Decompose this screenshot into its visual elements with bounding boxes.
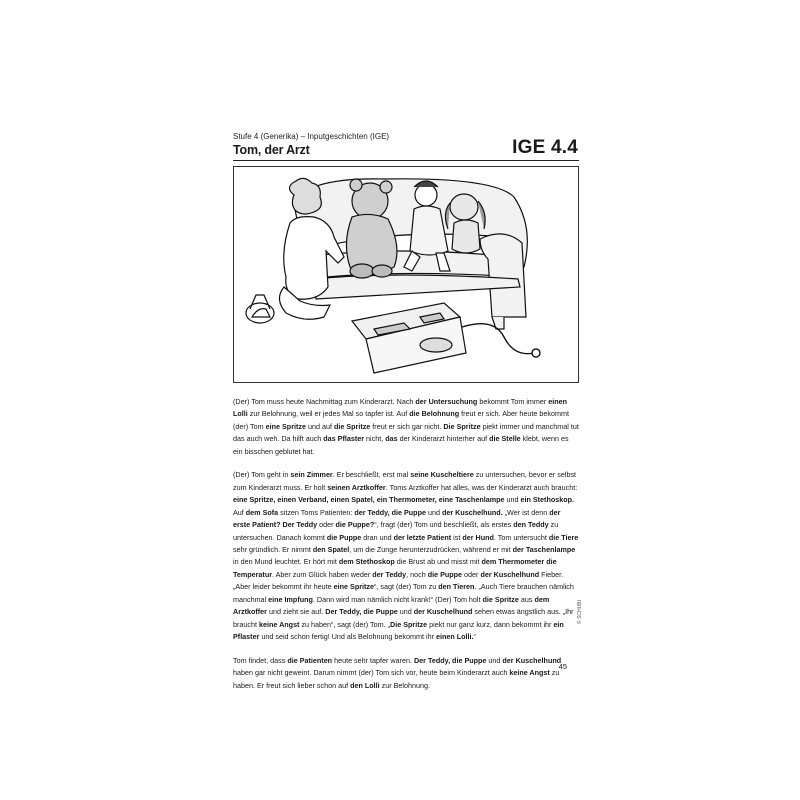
text-run: bekommt Tom immer xyxy=(477,397,549,406)
text-run: piekt nur ganz kurz, dann bekommt ihr xyxy=(427,619,554,629)
bold-phrase: ein Pflaster xyxy=(233,619,564,642)
text-run: Fieber. „Aber leider bekommt ihr heute xyxy=(233,569,564,592)
bold-phrase: Der Teddy, die Puppe xyxy=(413,655,487,665)
text-run: zur Belohnung, weil er jedes Mal so tapfer ist. Auf xyxy=(247,409,410,419)
story-text xyxy=(233,396,579,703)
bold-phrase: eine Spritze xyxy=(265,421,306,431)
bold-phrase: der Teddy xyxy=(372,569,407,579)
text-run: und xyxy=(397,607,414,617)
bold-phrase: die Stelle xyxy=(489,434,521,444)
text-run: nicht, xyxy=(364,434,386,444)
text-run: . Toms Arztkoffer hat alles, was der Kinderarzt auch braucht: xyxy=(385,482,578,492)
text-run: und seid schon fertig! Und als Belohnung bekommt ihr xyxy=(259,632,436,642)
text-run: (Der) Tom muss heute Nachmittag zum Kinderarzt. Nach xyxy=(233,397,416,406)
bold-phrase: der letzte Patient xyxy=(393,532,452,542)
bold-phrase: der Taschenlampe xyxy=(512,544,576,554)
text-run: oder xyxy=(462,569,481,579)
text-run: zu haben. Er freut sich lieber schon auf xyxy=(233,668,560,690)
text-run: und xyxy=(504,495,521,505)
text-run: “, fragt (der) Tom und beschließt, als erstes xyxy=(374,520,514,530)
bold-phrase: Der Teddy, die Puppe xyxy=(325,607,398,617)
bold-phrase: den Spatel xyxy=(312,544,350,554)
story-title: Tom, der Arzt xyxy=(233,143,310,157)
page-number: 45 xyxy=(558,662,567,671)
copyright-notice: © SCHUBI xyxy=(577,600,583,624)
text-run: . Er beschließt, erst mal xyxy=(332,470,411,480)
text-run: ist xyxy=(451,532,463,542)
text-run: und xyxy=(425,507,442,517)
text-run: Auf xyxy=(233,507,246,517)
bold-phrase: dem Sofa xyxy=(245,507,279,517)
text-run: , noch xyxy=(406,569,428,579)
bold-phrase: dem Arztkoffer xyxy=(233,594,550,617)
bold-phrase: eine Impfung xyxy=(268,594,313,604)
bold-phrase: dem Thermometer die Temperatur xyxy=(233,557,557,579)
bold-phrase: die Puppe xyxy=(427,569,463,579)
bold-phrase: die Patienten xyxy=(287,655,333,665)
bold-phrase: der Kuschelhund xyxy=(413,607,473,617)
bold-phrase: die Puppe? xyxy=(335,520,375,530)
bold-phrase: Die Spritze xyxy=(443,421,481,431)
text-run: der Kinderarzt hinterher auf xyxy=(397,434,490,444)
story-paragraph-2 xyxy=(233,469,579,643)
bold-phrase: eine Spritze xyxy=(333,582,375,592)
text-run: und zieht sie auf. xyxy=(266,607,326,617)
bold-phrase: der Kuschelhund xyxy=(502,655,562,665)
text-run: (Der) Tom geht in xyxy=(233,470,291,480)
text-run: sehen etwas ängstlich aus. „Ihr braucht xyxy=(233,607,574,629)
bold-phrase: keine Angst xyxy=(258,619,300,629)
bold-phrase: dem Stethoskop xyxy=(338,557,395,567)
bold-phrase: einen Lolli. xyxy=(435,632,474,642)
text-run: zu haben“, sagt (der) Tom. „ xyxy=(299,619,391,629)
bold-phrase: die Tiere xyxy=(548,532,579,542)
text-run: oder xyxy=(317,520,336,530)
text-run: in den Mund leuchtet. Er hört mit xyxy=(233,557,339,567)
bold-phrase: den Tieren xyxy=(438,582,475,592)
bold-phrase: einen Lolli xyxy=(233,397,568,419)
worksheet-code: IGE 4.4 xyxy=(512,137,578,158)
text-run: „Wer ist denn xyxy=(502,507,550,517)
text-run: und xyxy=(486,655,503,665)
text-run: aus xyxy=(518,594,535,604)
text-run: , um die Zunge herunterzudrücken, während er mit xyxy=(349,544,513,554)
text-run: klebt, wenn es ein bisschen geblutet hat. xyxy=(233,434,569,456)
text-run: heute sehr tapfer waren. xyxy=(332,655,414,665)
bold-phrase: seinen Arztkoffer xyxy=(327,482,386,492)
text-run: “, sagt (der) Tom zu xyxy=(374,582,439,592)
text-run: sitzen Toms Patienten: xyxy=(278,507,355,517)
bold-phrase: die Belohnung xyxy=(409,409,460,419)
bold-phrase: die Spritze xyxy=(333,421,371,431)
text-run: haben gar nicht geweint. Darum nimmt (der) Tom sich vor, heute beim Kinderarzt auch xyxy=(233,668,510,678)
bold-phrase: der Untersuchung xyxy=(415,397,478,406)
bold-phrase: ein Stethoskop. xyxy=(520,495,574,505)
text-run: Tom findet, dass xyxy=(233,655,288,665)
story-paragraph-3 xyxy=(233,655,579,692)
illustration-frame xyxy=(233,166,579,383)
text-run: sehr gründlich. Er nimmt xyxy=(233,544,313,554)
bold-phrase: Die Spritze xyxy=(390,619,428,629)
bold-phrase: die Spritze xyxy=(482,594,519,604)
bold-phrase: die Puppe xyxy=(326,532,362,542)
bold-phrase: der Teddy, die Puppe xyxy=(354,507,426,517)
text-run: freut er sich gar nicht. xyxy=(370,421,444,431)
text-run: freut er sich. Aber heute bekommt (der) Tom xyxy=(233,409,569,431)
bold-phrase: der Kuschelhund xyxy=(480,569,540,579)
text-run: und auf xyxy=(305,421,334,431)
bold-phrase: eine Spritze, einen Verband, einen Spatel, ein Thermometer, eine Taschenlampe xyxy=(233,495,505,505)
text-run: “ xyxy=(473,632,476,642)
bold-phrase: das xyxy=(385,434,398,444)
bold-phrase: den Teddy xyxy=(513,520,549,530)
text-run: . Tom untersucht xyxy=(493,532,549,542)
text-run: zu untersuchen. Danach kommt xyxy=(233,520,559,542)
text-run: zur Belohnung. xyxy=(379,680,430,690)
text-run: . Aber zum Glück haben weder xyxy=(272,569,373,579)
bold-phrase: das Pflaster xyxy=(323,434,365,444)
bold-phrase: der erste Patient? Der Teddy xyxy=(233,507,561,530)
bold-phrase: der Kuschelhund. xyxy=(441,507,503,517)
bold-phrase: der Hund xyxy=(462,532,494,542)
series-subtitle: Stufe 4 (Generika) – Inputgeschichten (IGE) xyxy=(233,132,390,141)
text-run: piekt immer und manchmal tut das auch weh. Da hilft auch xyxy=(233,421,579,444)
text-run: . Dann wird man nämlich nicht krank!“ (Der) Tom holt xyxy=(312,594,483,604)
text-run: die Brust ab und misst mit xyxy=(394,557,482,567)
story-paragraph-1 xyxy=(233,396,579,458)
illustration xyxy=(234,167,578,382)
text-run: . „Auch Tiere brauchen nämlich manchmal xyxy=(233,582,574,604)
bold-phrase: den Lolli xyxy=(350,680,380,690)
doctor-case-icon xyxy=(352,303,466,373)
bold-phrase: seine Kuscheltiere xyxy=(410,470,474,480)
header-divider xyxy=(233,160,579,161)
text-run: zu untersuchen, bevor er selbst zum Kinderarzt muss. Er holt xyxy=(233,470,577,492)
bold-phrase: sein Zimmer xyxy=(290,470,333,480)
bold-phrase: keine Angst xyxy=(509,668,550,678)
text-run: dran und xyxy=(361,532,394,542)
